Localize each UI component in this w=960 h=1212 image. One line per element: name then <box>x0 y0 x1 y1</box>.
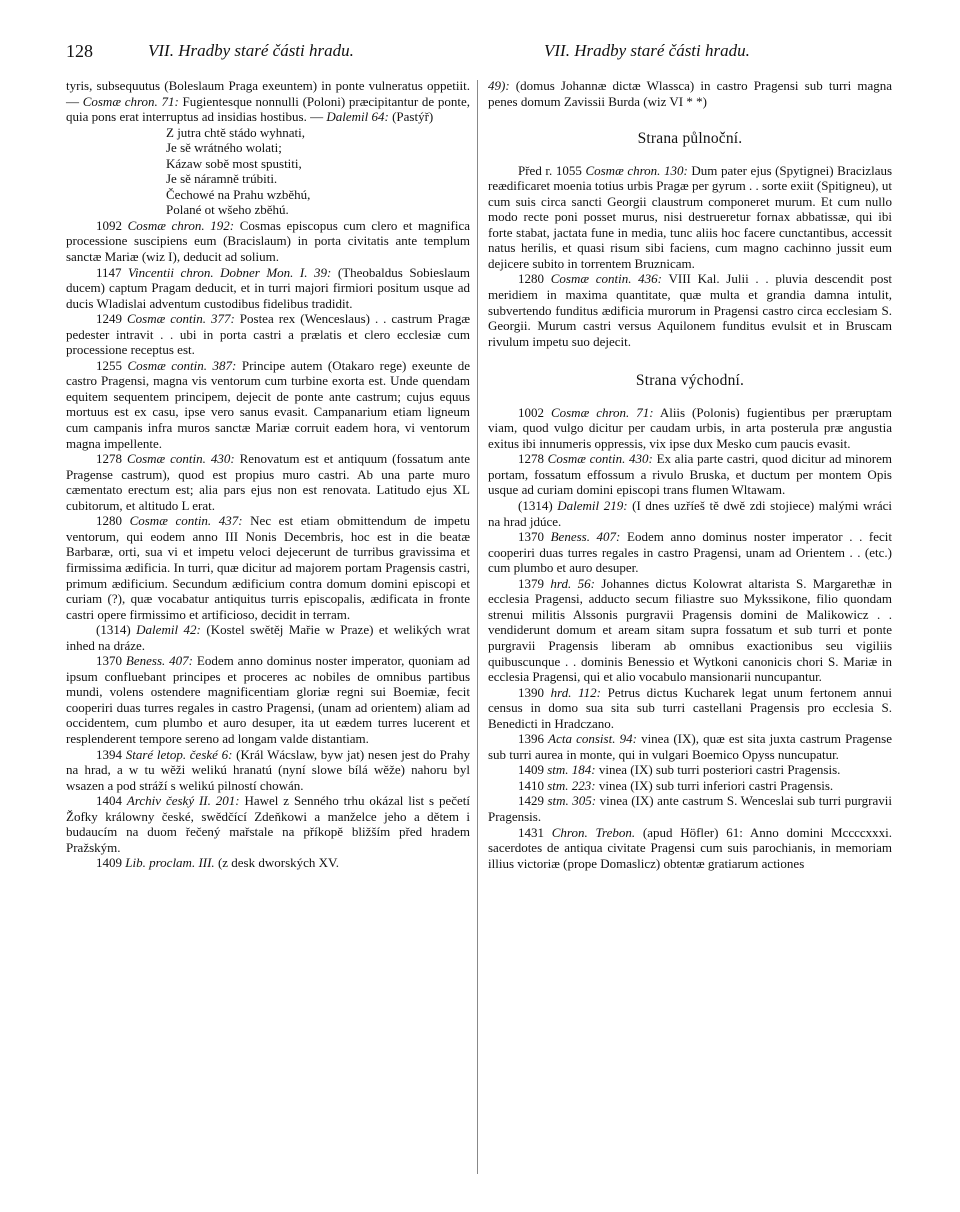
source-citation: Cosmæ contin. 430: <box>547 451 653 467</box>
chronicle-entry <box>66 653 470 746</box>
entry-text: (Král Wácslaw, byw jat) nesen jest do Prahy na hrad, a w tu wěži welikú hranatú (nyní slowe bílá wěže) nahoru byl wsazen a pod stráží s welikú pilností chowán. <box>66 746 471 793</box>
chronicle-entry <box>488 793 892 824</box>
entry-text: Hawel z Senného trhu okázal list s pečetí Žofky králowny české, swědčící Zdeňkowi a manželce jeho a dětem i budaucím na duom řečený mařstale na příkopě bližším před hradem Pražským. <box>66 793 471 855</box>
entry-text: Principe autem (Otakaro rege) exeunte de castro Pragensi, magna vis ventorum cum turbine exorta est. Unde quendam equitem sequentem principem, dejecit de ponte ante castrum; cujus equus mortuus est ex casu, ipse vero sanus evasit. Campanarium etiam ligneum cum campanis infra muros sanctæ Mariæ corruit eadem hora, vi ventorum magna impellente. <box>66 357 470 451</box>
source-citation: hrd. 112: <box>550 684 601 700</box>
left-entries <box>66 218 470 871</box>
entry-text: (I dnes uzříeš tě dwě zdi stojiece) malými wráci na hrad jdúce. <box>488 498 892 529</box>
east-entries <box>488 405 892 871</box>
right-column <box>488 78 892 871</box>
entry-text: Dum pater ejus (Spytignei) Bracizlaus reædificaret moenia totius urbis Pragæ per gyrum . . sorte exiit (Spitigneu), ut cum suis circa sancti Georgii claustrum componeret murum. Et cum nullo modo recte poni posset murus, nisi destrueretur fornax abbatissæ, qui ibi forte stabat, jactata fune in media, tunc aliis hoc facere cunctantibus, accessit natus herilis, et quasi risum sibi faciens, cum magno cachinno jussit eum dejicere subito in torrentem Bruznicam. <box>488 162 893 271</box>
chronicle-entry <box>66 358 470 451</box>
entry-text: Postea rex (Wenceslaus) . . castrum Pragæ pedester intravit . . ubi in porta castri a prælatis et clero ecclesiæ cum processione receptus est. <box>66 311 471 358</box>
chronicle-entry <box>488 685 892 732</box>
chronicle-entry <box>488 498 892 529</box>
verse-line: Je sě wrátného wolati; <box>166 140 282 156</box>
entry-year: 1249 <box>96 311 122 327</box>
entry-year: 1002 <box>518 404 544 420</box>
entry-text: Nec est etiam obmittendum de impetu ventorum, qui eodem anno III Nonis Decembris, hoc est in die beatæ Barbaræ, orti, sua vi et impetu veloci dejecerunt de turribus gravissima et firmissima ædificia. In turri, quæ dicitur ad majorem portam Pragensis castri, primum ædificium. Secundum ædificium contra domum domini episcopi et curiam (?), quæ vocabatur antiquitus turris episcopalis, ædificata in fronte castri opere firmissimo et artificioso, decidit in terram. <box>66 513 470 622</box>
source-citation: Cosmæ contin. 437: <box>129 513 243 529</box>
chronicle-entry <box>488 778 892 794</box>
entry-text: vinea (IX), quæ est sita juxta castrum Pragense sub turri aurea in monte, qui in vulgari Boemico Opyss nuncupatur. <box>488 731 893 762</box>
source-citation: Beness. 407: <box>125 653 193 669</box>
entry-text: Cosmas episcopus cum clero et magnifica processione suscipiens eum (Bracislaum) in porta civitatis ante templum sanctæ Mariæ (wiz I), deducit ad solium. <box>66 217 470 265</box>
header-title-left: VII. Hradby staré části hradu. <box>148 41 354 60</box>
entry-text: (apud Höfler) 61: Anno domini Mccccxxxi. sacerdotes de antiqua civitate Pragensi cum suis parochianis, in memoriam illius victoriæ (prope Domaslicz) obtentæ gratiarum actiones <box>488 824 893 871</box>
entry-text: (z desk dworských XV. <box>217 855 340 871</box>
verse-line: Polané ot wšeho zběhú. <box>166 202 289 218</box>
source-citation: hrd. 56: <box>550 575 595 591</box>
entry-year: 1280 <box>96 513 122 529</box>
entry-text: VIII Kal. Julii . . pluvia descendit post meridiem in maxima quantitate, quæ multa et grandia damna intulit, subvertendo funditus ædificia murorum in Pragensi castro circa ecclesiam S. Georgii. Murum castri versus Aquilonem funditus evulsit et in Bruscam rivulum impetu suo dejecit. <box>488 271 892 349</box>
entry-text: Ex alia parte castri, quod dicitur ad minorem portam, fossatum effossum a rivulo Bruska, et ductum per montem Opis usque ad curiam domini episcopi trans flumen Wltawam. <box>488 451 892 498</box>
source-citation: Chron. Trebon. <box>551 824 636 840</box>
chronicle-entry <box>66 793 470 855</box>
entry-year: 1370 <box>518 529 544 545</box>
entry-year: 1409 <box>96 855 122 871</box>
chronicle-entry <box>488 731 892 762</box>
entry-year: 1404 <box>96 793 122 809</box>
north-entries <box>488 163 892 350</box>
chronicle-entry <box>66 513 470 622</box>
chronicle-entry <box>66 622 470 653</box>
chronicle-entry <box>488 576 892 685</box>
source-citation: Cosmæ contin. 387: <box>127 357 237 373</box>
source-citation: Cosmæ contin. 430: <box>126 451 235 467</box>
entry-text: Renovatum est et antiquum (fossatum ante Pragense castrum), quod est propius muro castri. Ab una parte muro cæmentato erectum est; alia pars ejus non est renovata. Latitudo ejus XL cubitorum, et altitudo L erat. <box>66 451 471 513</box>
source-citation: Cosmæ chron. 130: <box>585 162 688 178</box>
entry-text: (Theobaldus Sobieslaum ducem) captum Pragam deducit, et in turri majori firmiori positum usque ad ducis Wladislai adventum custodibus fidelibus tradidit. <box>66 264 471 311</box>
source-citation: 49): <box>488 78 510 93</box>
source-citation: Dalemil 42: <box>136 622 201 638</box>
entry-year: (1314) <box>518 498 553 514</box>
chronicle-entry <box>488 451 892 498</box>
entry-year: 1278 <box>96 451 122 467</box>
chronicle-entry <box>66 451 470 513</box>
text-columns <box>66 78 892 1188</box>
left-column <box>66 78 470 871</box>
source-citation: Beness. 407: <box>550 529 621 545</box>
entry-text: Petrus dictus Kucharek legat unum fertonem annui census in domo sua sita sub turri castellani Pragensis pro ecclesia S. Benedicti in Hradczano. <box>488 684 893 731</box>
entry-text: vinea (IX) sub turri posteriori castri Pragensis. <box>598 762 841 778</box>
entry-year: Před r. 1055 <box>518 162 582 178</box>
chronicle-entry <box>488 762 892 778</box>
source-citation: stm. 223: <box>547 777 596 793</box>
verse-line: Kázaw sobě most spustiti, <box>166 155 302 171</box>
entry-year: 1379 <box>518 575 544 591</box>
source-citation: Archiv český II. 201: <box>126 793 240 809</box>
chronicle-entry <box>488 825 892 872</box>
chronicle-entry <box>66 311 470 358</box>
entry-year: 1409 <box>518 762 544 778</box>
page-number: 128 <box>66 41 93 61</box>
entry-year: (1314) <box>96 622 131 638</box>
verse-line: Je sě náramně trúbiti. <box>166 171 278 187</box>
entry-year: 1092 <box>96 217 122 233</box>
entry-text: (Kostel swětěj Mařie w Praze) et welikých wrat inhed na dráze. <box>66 622 471 653</box>
chronicle-entry <box>488 271 892 349</box>
chronicle-entry <box>66 855 470 871</box>
entry-year: 1390 <box>518 684 544 700</box>
entry-text: Eodem anno dominus noster imperator . . fecit cooperiri duas turres regales in castro Pragensi, unam ad Orientem . . (etc.) cum plumbo et auro desuper. <box>488 529 893 576</box>
entry-text: vinea (IX) ante castrum S. Wenceslai sub turri purgravii Pragensis. <box>488 793 892 824</box>
entry-year: 1370 <box>96 653 122 669</box>
source-citation: Vincentii chron. Dobner Mon. I. 39: <box>128 264 332 280</box>
source-citation: Cosmæ contin. 377: <box>126 311 235 327</box>
chronicle-entry <box>488 163 892 272</box>
source-citation: Cosmæ contin. 436: <box>550 271 662 287</box>
running-header <box>66 38 892 64</box>
continuation-paragraph: 49): (domus Johannæ dictæ Wlassca) in castro Pragensi sub turri magna penes domum Zavissii Burda (wiz VI * *) <box>488 78 892 109</box>
source-citation: Cosmæ chron. 71: <box>82 93 179 109</box>
column-divider <box>477 80 478 1174</box>
section-heading-east: Strana východní. <box>635 372 745 390</box>
chronicle-entry <box>488 529 892 576</box>
verse-quotation <box>166 125 470 218</box>
section-heading-north: Strana půlnoční. <box>637 130 743 148</box>
chronicle-entry <box>488 405 892 452</box>
entry-text: vinea (IX) sub turri inferiori castri Pragensis. <box>598 777 834 793</box>
chronicle-entry <box>66 747 470 794</box>
entry-year: 1278 <box>518 451 544 467</box>
entry-year: 1280 <box>518 271 544 287</box>
source-citation: Acta consist. 94: <box>548 731 637 747</box>
header-title-right: VII. Hradby staré části hradu. <box>544 41 750 60</box>
entry-year: 1396 <box>518 731 544 747</box>
entry-year: 1147 <box>96 264 122 280</box>
source-citation: Dalemil 64: <box>326 109 389 125</box>
entry-year: 1394 <box>96 746 122 762</box>
entry-year: 1429 <box>518 793 544 809</box>
source-citation: Dalemil 219: <box>557 498 628 514</box>
entry-year: 1410 <box>518 777 544 793</box>
source-citation: Cosmæ chron. 192: <box>127 217 235 233</box>
source-citation: Cosmæ chron. 71: <box>550 404 654 420</box>
chronicle-entry <box>66 265 470 312</box>
entry-text: Aliis (Polonis) fugientibus per præruptam viam, quod vulgo dicitur per caudam urbis, in arta posterula præ angustia exitus ibi innumeris oppressis, vix ipse dux Mesko cum paucis evasit. <box>488 404 892 451</box>
source-citation: stm. 305: <box>547 793 597 809</box>
entry-year: 1431 <box>518 824 544 840</box>
chronicle-entry <box>66 218 470 265</box>
entry-text: Johannes dictus Kolowrat altarista S. Margarethæ in ecclesia Pragensi, adducto secum filiastre suo Mykssikone, filio quondam strenui militis Alssonis purgravii Pragensis domini de Malikowicz . . vendiderunt domum et aream sitam supra fossatum et sub turri et ponte purgravii Pragensis liberam ab omnibus exactionibus seu vigiliis quibuscunque . . dominis Benessio et Wytkoni canonicis chori S. Mariæ in ecclesia Pragensi, qui et alio vocabulo mansionarii nuncupantur. <box>488 575 893 685</box>
entry-text: Eodem anno dominus noster imperator, quoniam ad ipsum confluebant principes et proceres ac nobiles de omnibus partibus mundi, volens ostendere magnificentiam gloriæ regni sui Boemiæ, fecit cooperiri duas turres regales in castro Pragensi, (unam ad orientem) aliam ad occidentem, cum plumbo et auro desuper, ita ut eædem turres lucerent et resplenderent tempore sereno ad longam valde distantiam. <box>66 653 470 746</box>
source-citation: stm. 184: <box>547 762 596 778</box>
opening-paragraph: tyris, subsequutus (Boleslaum Praga exeuntem) in ponte vulneratus oppetiit. — Cosmæ chron. 71: Fugientesque nonnulli (Poloni) præcipitantur de ponte, quia pons erat interruptus ad insidias hostibus. — Dalemil 64: (Pastýř) <box>66 78 471 125</box>
verse-line: Z jutra chtě stádo wyhnati, <box>166 124 305 140</box>
entry-year: 1255 <box>96 357 122 373</box>
source-citation: Staré letop. české 6: <box>125 746 233 762</box>
verse-line: Čechowé na Prahu wzběhú, <box>166 186 311 202</box>
source-citation: Lib. proclam. III. <box>125 855 215 871</box>
